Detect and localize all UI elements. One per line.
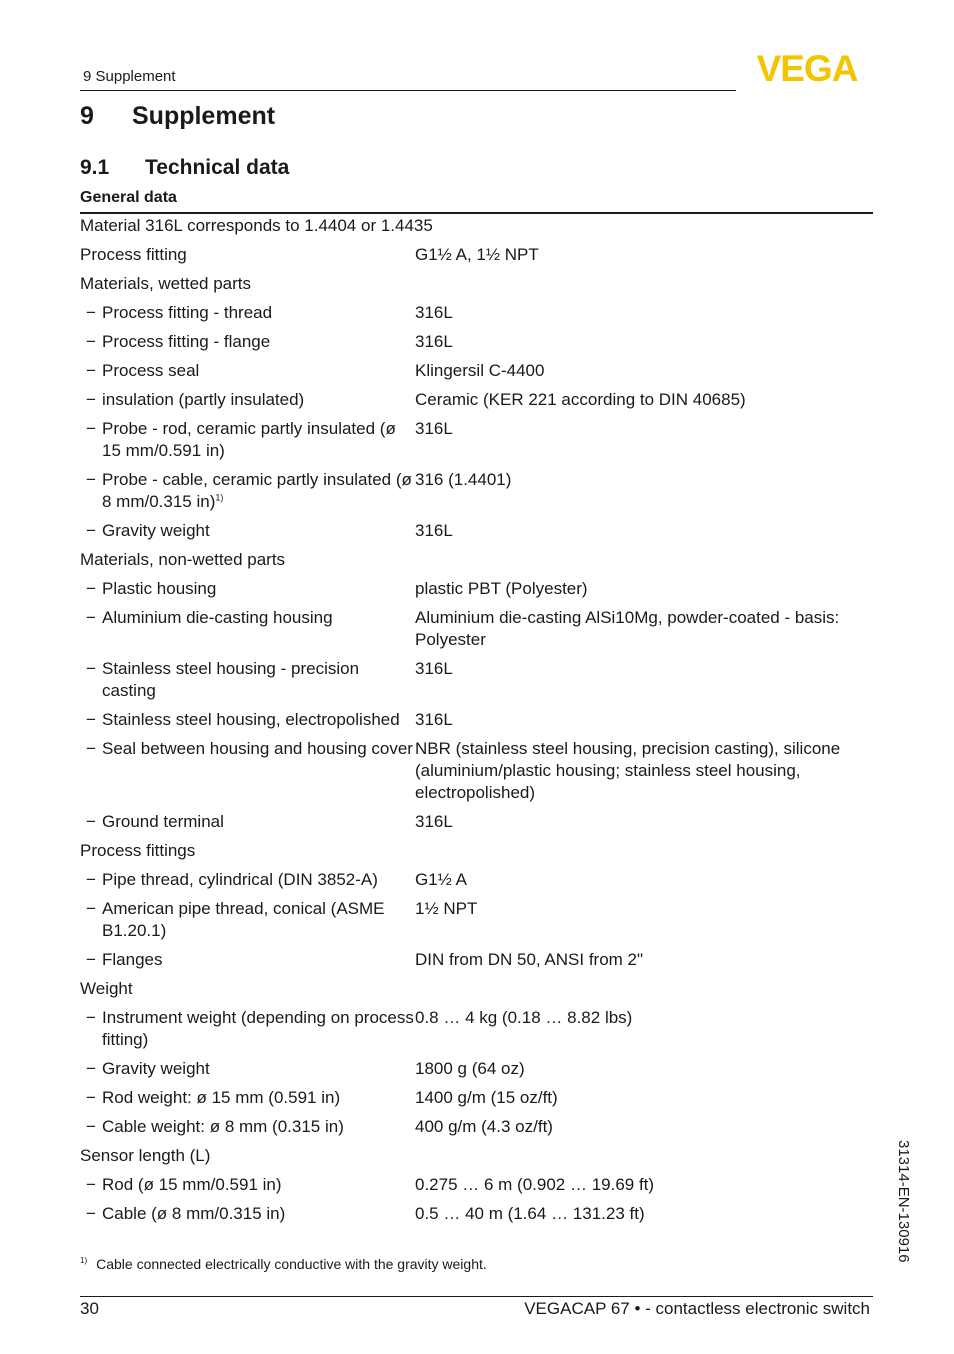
- subsection-title: General data: [80, 189, 177, 206]
- spec-label: [80, 578, 415, 600]
- spec-label: [80, 738, 415, 760]
- spec-label-text: Stainless steel housing - precision casting: [102, 659, 360, 700]
- spec-row: [80, 810, 873, 839]
- spec-label-text: insulation (partly insulated): [102, 390, 305, 409]
- spec-value: 400 g/m (4.3 oz/ft): [415, 1117, 553, 1136]
- spec-label-text: Cable (ø 8 mm/0.315 in): [102, 1204, 286, 1223]
- spec-row: [80, 657, 873, 708]
- spec-row: [80, 897, 873, 948]
- spec-label-text: Seal between housing and housing cover: [102, 739, 413, 758]
- spec-group-heading: [80, 977, 873, 1006]
- spec-group-heading: [80, 839, 873, 868]
- section-title: Technical data: [145, 156, 290, 179]
- spec-value: NBR (stainless steel housing, precision casting), silicone (aluminium/plastic housing; stainless steel housing, electropolished): [415, 739, 841, 802]
- footnote-marker: 1): [80, 1256, 88, 1266]
- spec-label-text: Sensor length (L): [80, 1146, 211, 1165]
- spec-value: 316L: [415, 812, 453, 831]
- chapter-heading: [80, 102, 275, 131]
- spec-value: DIN from DN 50, ANSI from 2": [415, 950, 644, 969]
- spec-row: [80, 243, 873, 272]
- footer-rule: [80, 1296, 873, 1297]
- section-number: 9.1: [80, 156, 110, 179]
- spec-label: [80, 978, 873, 1000]
- spec-group-heading: [80, 1144, 873, 1173]
- spec-value: Ceramic (KER 221 according to DIN 40685): [415, 390, 746, 409]
- spec-label-text: Instrument weight (depending on process fitting): [102, 1008, 414, 1049]
- spec-row: [80, 468, 873, 519]
- spec-row: [80, 606, 873, 657]
- spec-label: [80, 949, 415, 971]
- spec-value: 0.5 … 40 m (1.64 … 131.23 ft): [415, 1204, 645, 1223]
- spec-label-text: Plastic housing: [102, 579, 217, 598]
- chapter-number: 9: [80, 102, 94, 130]
- spec-label: [80, 520, 415, 542]
- spec-label: [80, 469, 415, 513]
- spec-value: Klingersil C-4400: [415, 361, 545, 380]
- spec-label: [80, 1087, 415, 1109]
- spec-label: [80, 549, 873, 571]
- spec-label-text: Materials, non-wetted parts: [80, 550, 286, 569]
- spec-label-text: Process fitting: [80, 245, 187, 264]
- spec-value: 316L: [415, 710, 453, 729]
- spec-table: [80, 214, 873, 1231]
- document-code: 31314-EN-130916: [895, 1140, 912, 1263]
- spec-label-text: Ground terminal: [102, 812, 224, 831]
- spec-value: 316 (1.4401): [415, 470, 512, 489]
- spec-label: [80, 389, 415, 411]
- spec-label: [80, 607, 415, 629]
- spec-row: [80, 1057, 873, 1086]
- spec-value: 316L: [415, 659, 453, 678]
- spec-label: [80, 1007, 415, 1051]
- spec-label-text: Rod (ø 15 mm/0.591 in): [102, 1175, 282, 1194]
- spec-group-heading: [80, 214, 873, 243]
- spec-value: 1½ NPT: [415, 899, 478, 918]
- spec-row: [80, 868, 873, 897]
- spec-row: [80, 301, 873, 330]
- spec-value: 0.8 … 4 kg (0.18 … 8.82 lbs): [415, 1008, 633, 1027]
- spec-label-text: Gravity weight: [102, 521, 210, 540]
- spec-value: 0.275 … 6 m (0.902 … 19.69 ft): [415, 1175, 655, 1194]
- spec-label-text: Process fittings: [80, 841, 196, 860]
- footer-title: VEGACAP 67 • - contactless electronic switch: [524, 1299, 870, 1318]
- footnote-ref: 1): [215, 492, 224, 503]
- spec-label-text: Pipe thread, cylindrical (DIN 3852-A): [102, 870, 378, 889]
- spec-label-text: Probe - rod, ceramic partly insulated (ø 15 mm/0.591 in): [102, 419, 396, 460]
- spec-label-text: Process fitting - flange: [102, 332, 271, 351]
- spec-row: [80, 417, 873, 468]
- section-heading: [80, 156, 289, 180]
- spec-label: [80, 1145, 873, 1167]
- spec-row: [80, 1086, 873, 1115]
- spec-label-text: Weight: [80, 979, 133, 998]
- spec-group-heading: [80, 548, 873, 577]
- spec-value: 1400 g/m (15 oz/ft): [415, 1088, 558, 1107]
- page-number: 30: [80, 1299, 99, 1318]
- spec-row: [80, 737, 873, 810]
- spec-row: [80, 577, 873, 606]
- spec-row: [80, 519, 873, 548]
- vega-logo: [741, 52, 873, 84]
- spec-value: Aluminium die-casting AlSi10Mg, powder-coated - basis: Polyester: [415, 608, 840, 649]
- spec-group-heading: [80, 272, 873, 301]
- spec-label: [80, 418, 415, 462]
- spec-label: [80, 360, 415, 382]
- spec-value: 1800 g (64 oz): [415, 1059, 525, 1078]
- spec-label: [80, 273, 873, 295]
- spec-label: [80, 811, 415, 833]
- spec-value: G1½ A: [415, 870, 467, 889]
- spec-row: [80, 948, 873, 977]
- spec-label-text: Materials, wetted parts: [80, 274, 252, 293]
- spec-value: G1½ A, 1½ NPT: [415, 245, 539, 264]
- spec-value: 316L: [415, 303, 453, 322]
- spec-label: [80, 1116, 415, 1138]
- spec-label-text: American pipe thread, conical (ASME B1.20.1): [102, 899, 385, 940]
- spec-row: [80, 330, 873, 359]
- spec-label: [80, 1203, 415, 1225]
- spec-label: [80, 658, 415, 702]
- spec-row: [80, 1006, 873, 1057]
- footnote-text: Cable connected electrically conductive with the gravity weight.: [96, 1256, 487, 1272]
- spec-row: [80, 359, 873, 388]
- spec-label: [80, 244, 415, 266]
- spec-value: 316L: [415, 332, 453, 351]
- spec-label-text: Process seal: [102, 361, 200, 380]
- spec-label-text: Flanges: [102, 950, 163, 969]
- spec-label: [80, 840, 873, 862]
- spec-label: [80, 898, 415, 942]
- spec-label-text: Probe - cable, ceramic partly insulated (ø 8 mm/0.315 in): [102, 470, 412, 511]
- spec-row: [80, 388, 873, 417]
- header-rule: [80, 90, 736, 91]
- spec-label: [80, 709, 415, 731]
- spec-label: [80, 1174, 415, 1196]
- spec-label: [80, 215, 873, 237]
- spec-label-text: Gravity weight: [102, 1059, 210, 1078]
- spec-label: [80, 331, 415, 353]
- spec-label: [80, 869, 415, 891]
- spec-row: [80, 708, 873, 737]
- spec-label-text: Cable weight: ø 8 mm (0.315 in): [102, 1117, 344, 1136]
- logo-text: VEGA: [756, 52, 858, 84]
- spec-label-text: Aluminium die-casting housing: [102, 608, 333, 627]
- spec-label-text: Stainless steel housing, electropolished: [102, 710, 400, 729]
- chapter-title: Supplement: [132, 102, 276, 130]
- spec-label-text: Process fitting - thread: [102, 303, 273, 322]
- spec-value: plastic PBT (Polyester): [415, 579, 588, 598]
- spec-row: [80, 1115, 873, 1144]
- spec-label: [80, 302, 415, 324]
- footnote: [80, 1256, 487, 1272]
- spec-label: [80, 1058, 415, 1080]
- running-header: 9 Supplement: [83, 68, 176, 85]
- spec-value: 316L: [415, 419, 453, 438]
- spec-row: [80, 1202, 873, 1231]
- spec-label-text: Rod weight: ø 15 mm (0.591 in): [102, 1088, 341, 1107]
- spec-label-text: Material 316L corresponds to 1.4404 or 1.4435: [80, 216, 433, 235]
- spec-row: [80, 1173, 873, 1202]
- spec-value: 316L: [415, 521, 453, 540]
